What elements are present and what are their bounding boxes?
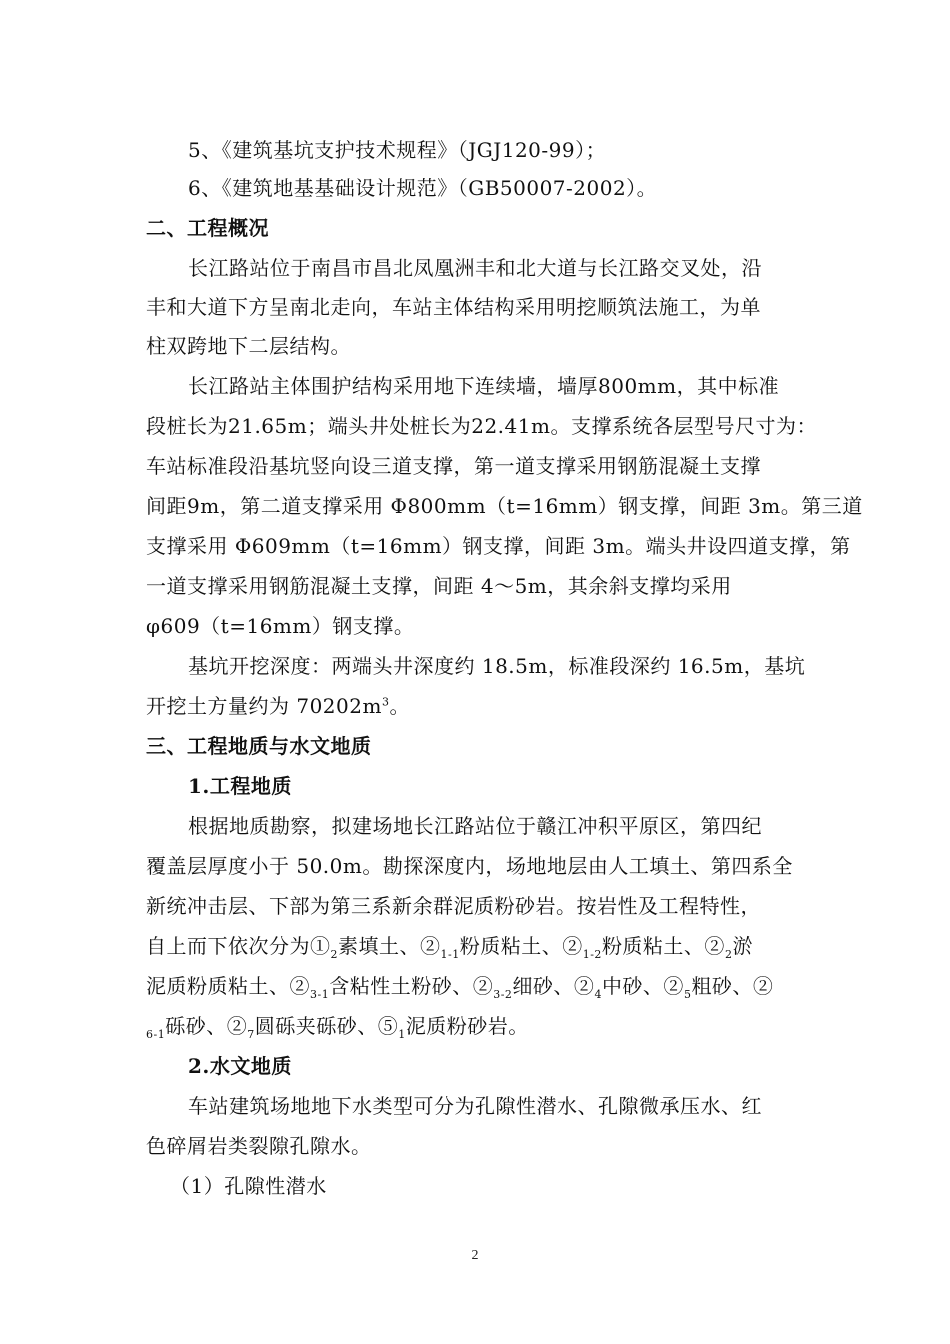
paragraph-line: 一道支撑采用钢筋混凝土支撑，间距 4～5m，其余斜支撑均采用 — [146, 574, 732, 598]
subscript: 1-1 — [440, 948, 460, 961]
paragraph-line — [146, 694, 410, 718]
paragraph-line: 段桩长为21.65m；端头井处桩长为22.41m。支撑系统各层型号尺寸为： — [146, 414, 817, 438]
paragraph-line: 车站建筑场地地下水类型可分为孔隙性潜水、孔隙微承压水、红 — [188, 1094, 762, 1118]
text-run: 。 — [389, 694, 410, 718]
paragraph-line — [146, 934, 753, 961]
paragraph-line: 车站标准段沿基坑竖向设三道支撑，第一道支撑采用钢筋混凝土支撑 — [146, 454, 761, 478]
subscript: 2 — [330, 948, 338, 961]
paragraph-line: 间距9m，第二道支撑采用 Φ800mm（t=16mm）钢支撑，间距 3m。第三道 — [146, 494, 863, 518]
paragraph-line: 柱双跨地下二层结构。 — [146, 334, 351, 358]
paragraph-line — [146, 1014, 529, 1041]
text-run: 淤 — [732, 934, 753, 958]
paragraph-line: 覆盖层厚度小于 50.0m。勘探深度内，场地地层由人工填土、第四系全 — [146, 854, 793, 878]
paragraph-line: 根据地质勘察，拟建场地长江路站位于赣江冲积平原区，第四纪 — [188, 814, 762, 838]
subscript: 7 — [247, 1028, 255, 1041]
paragraph-line: 基坑开挖深度：两端头井深度约 18.5m，标准段深约 16.5m，基坑 — [188, 654, 806, 678]
reference-item-5: 5、《建筑基坑支护技术规程》（JGJ120-99）； — [188, 138, 607, 162]
section-heading-geology: 三、工程地质与水文地质 — [146, 734, 372, 758]
paragraph-line: 丰和大道下方呈南北走向，车站主体结构采用明挖顺筑法施工，为单 — [146, 295, 761, 319]
paragraph-line: 色碎屑岩类裂隙孔隙水。 — [146, 1134, 372, 1158]
text-run: 细砂、② — [512, 974, 595, 998]
subscript: 6-1 — [146, 1028, 166, 1041]
text-run: 粗砂、② — [691, 974, 774, 998]
subscript: 1 — [398, 1028, 406, 1041]
text-run: 中砂、② — [601, 974, 684, 998]
text-run: 粉质粘土、② — [601, 934, 725, 958]
paragraph-line: 长江路站位于南昌市昌北凤凰洲丰和北大道与长江路交叉处，沿 — [188, 256, 762, 280]
reference-item-6: 6、《建筑地基基础设计规范》（GB50007-2002）。 — [188, 176, 658, 200]
text-run: 圆砾夹砾砂、⑤ — [254, 1014, 399, 1038]
text-run: 素填土、② — [338, 934, 441, 958]
subscript: 5 — [683, 988, 692, 1001]
paragraph-line: 长江路站主体围护结构采用地下连续墙，墙厚800mm，其中标准 — [188, 374, 780, 398]
subscript: 4 — [594, 988, 602, 1001]
text-run: 砾砂、② — [165, 1014, 248, 1038]
paragraph-line — [146, 974, 774, 1001]
superscript: 3 — [381, 695, 390, 709]
paragraph-line: 新统冲击层、下部为第三系新余群泥质粉砂岩。按岩性及工程特性， — [146, 894, 761, 918]
subscript: 2 — [724, 948, 733, 961]
section-heading-overview: 二、工程概况 — [146, 216, 269, 240]
subsection-heading-engineering-geology: 1.工程地质 — [188, 774, 292, 798]
list-item-pore-water: （1）孔隙性潜水 — [170, 1174, 327, 1198]
text-run: 自上而下依次分为① — [146, 934, 331, 958]
subscript: 1-2 — [582, 948, 602, 961]
subsection-heading-hydrogeology: 2.水文地质 — [188, 1054, 292, 1078]
paragraph-line: φ609（t=16mm）钢支撑。 — [146, 614, 415, 638]
text-run: 泥质粉砂岩。 — [405, 1014, 529, 1038]
page-number: 2 — [471, 1248, 479, 1263]
text-run: 开挖土方量约为 70202m — [146, 694, 382, 718]
text-run: 泥质粉质粘土、② — [146, 974, 310, 998]
text-run: 含粘性土粉砂、② — [329, 974, 494, 998]
subscript: 3-1 — [310, 988, 330, 1001]
text-run: 粉质粘土、② — [459, 934, 583, 958]
subscript: 3-2 — [493, 988, 513, 1001]
paragraph-line: 支撑采用 Φ609mm（t=16mm）钢支撑，间距 3m。端头井设四道支撑，第 — [146, 534, 851, 558]
